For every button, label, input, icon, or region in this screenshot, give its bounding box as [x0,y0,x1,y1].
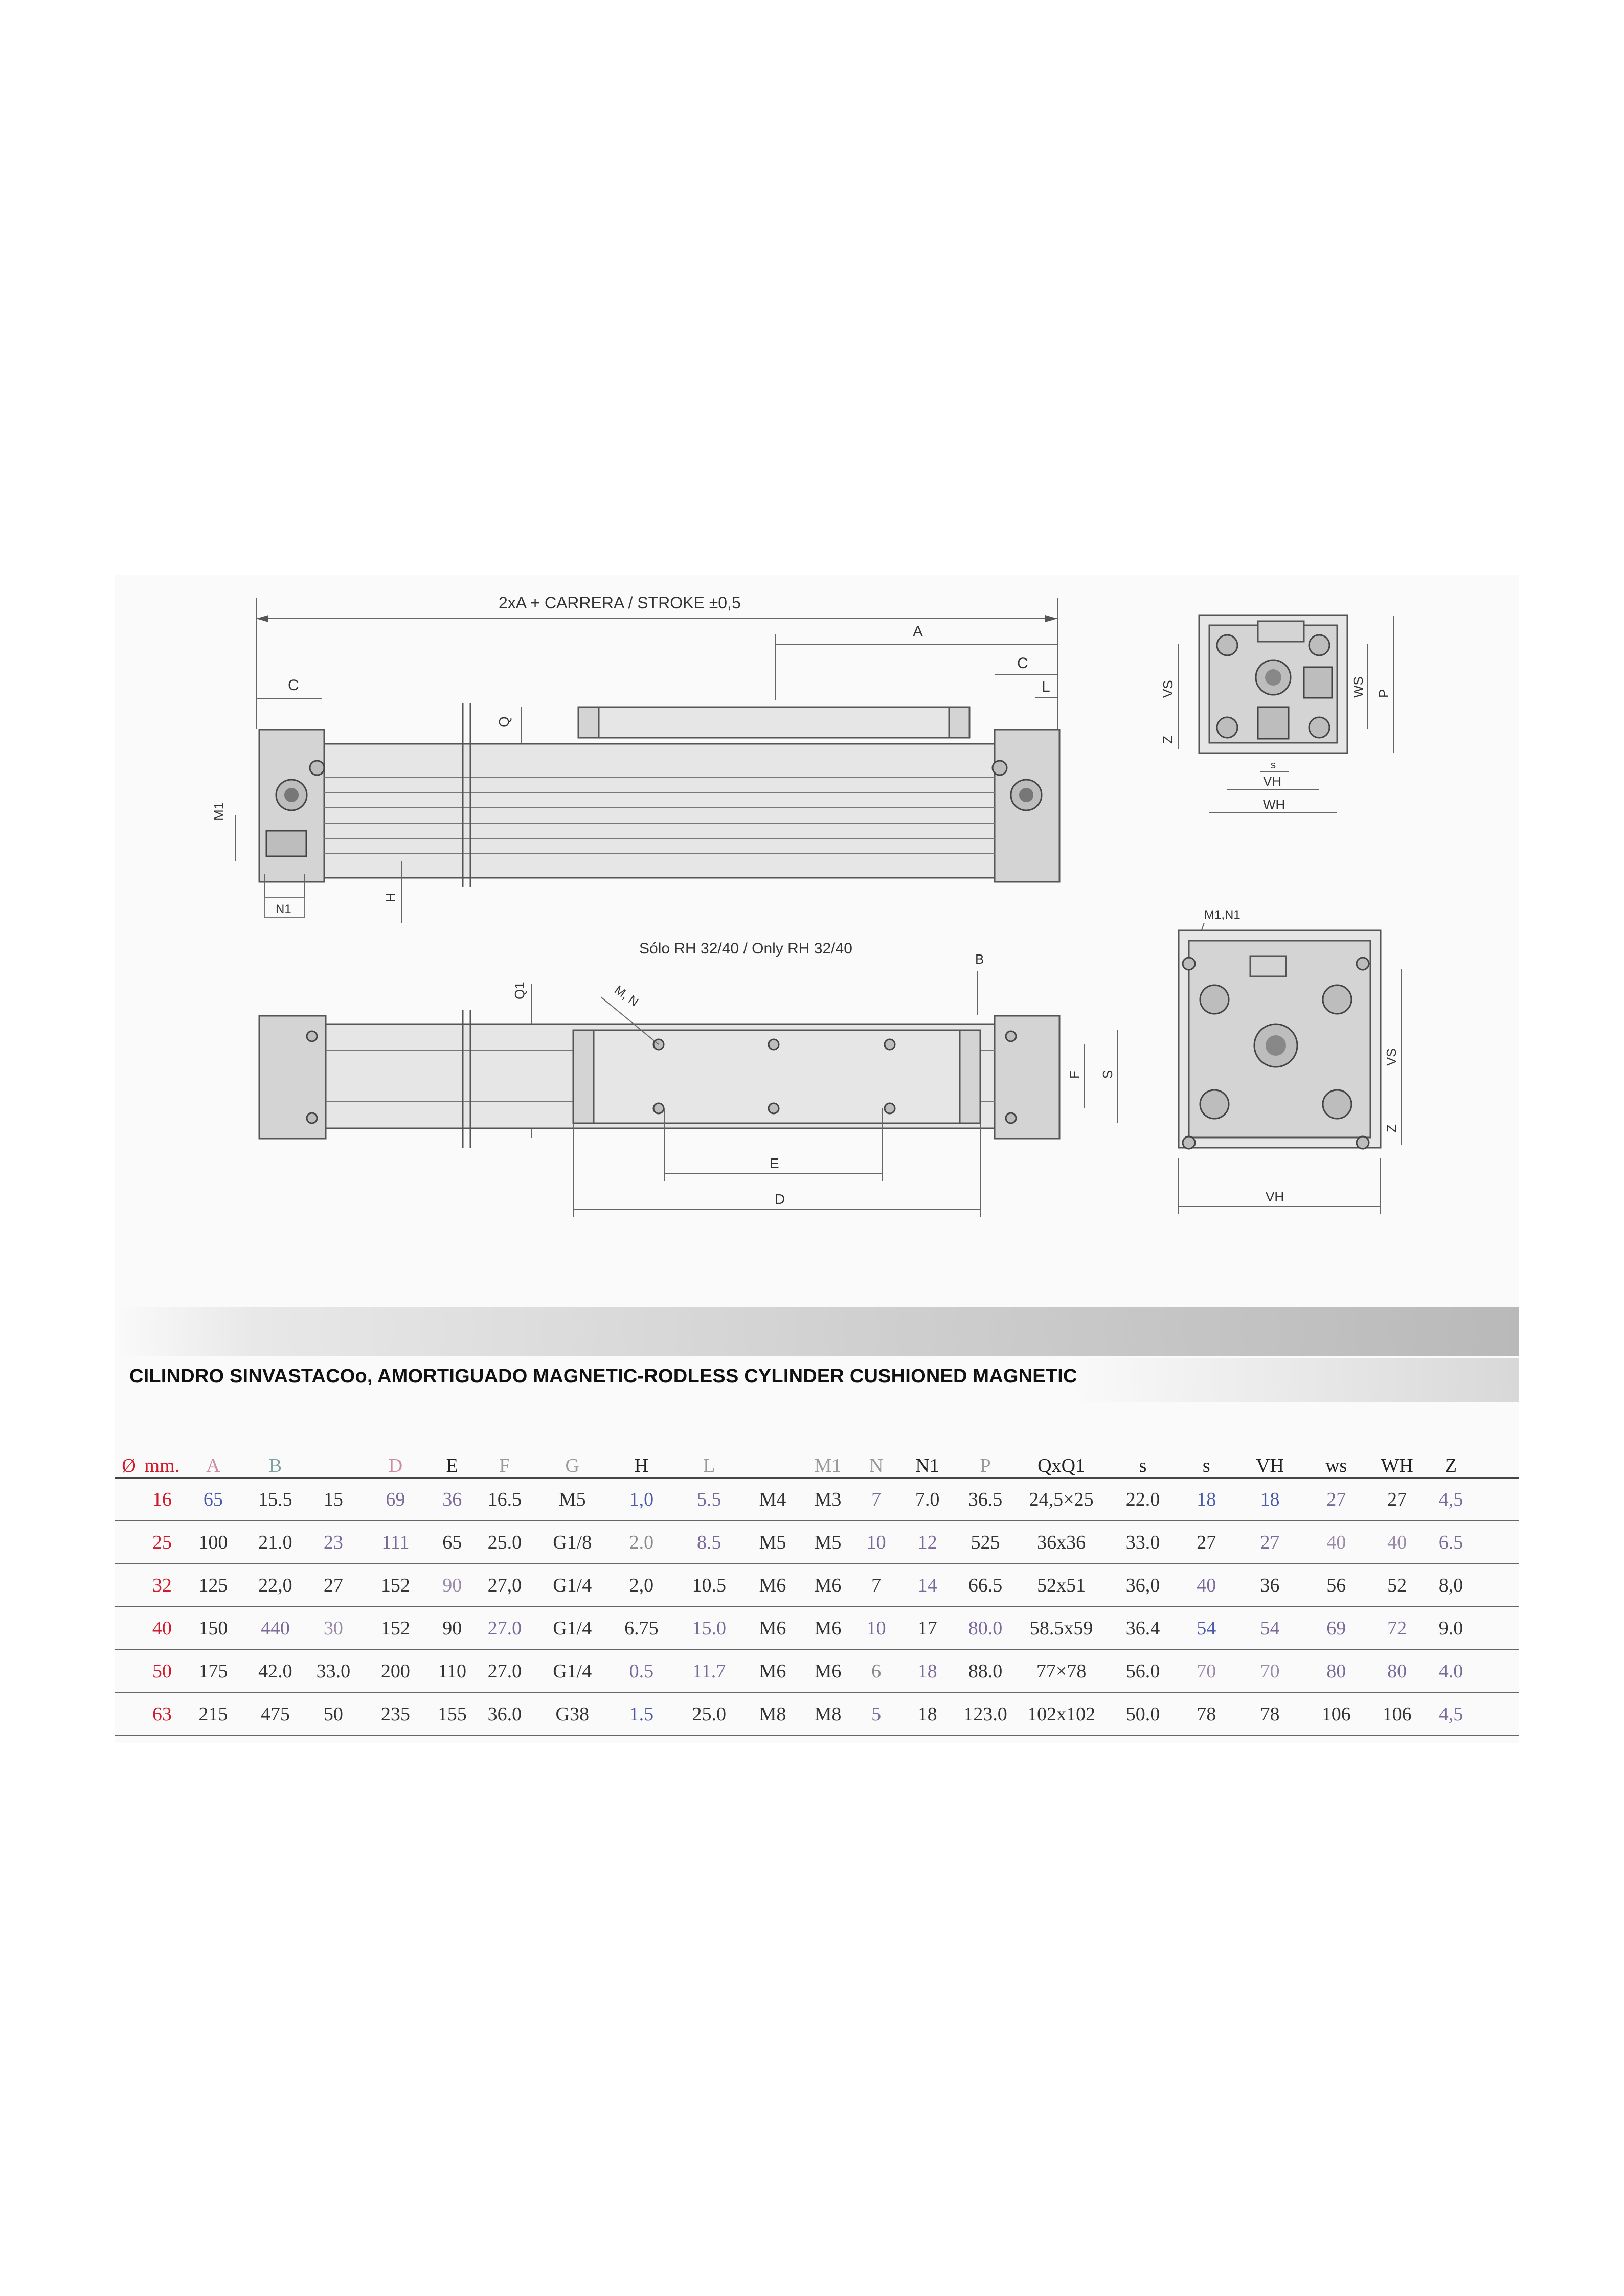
only-rh-label: Sólo RH 32/40 / Only RH 32/40 [639,940,852,957]
table-cell: 440 [245,1607,306,1650]
datasheet [115,575,1519,1743]
table-cell: 27 [1237,1521,1303,1564]
table-cell: 50 [143,1650,182,1693]
table-cell: 27.0 [474,1607,535,1650]
table-cell: 152 [361,1564,430,1607]
col-header: mm. [143,1444,182,1478]
table-cell [115,1521,143,1564]
col-header: A [182,1444,245,1478]
table-cell: G38 [535,1693,610,1736]
table-cell: 25 [143,1521,182,1564]
dim-S: S [1100,1070,1115,1079]
table-cell: 58.5x59 [1013,1607,1110,1650]
table-cell: M5 [800,1521,855,1564]
dim-A: A [913,623,923,640]
table-cell: 150 [182,1607,245,1650]
table-cell: 12 [897,1521,958,1564]
table-cell: 7 [855,1564,897,1607]
table-cell: 36.0 [474,1693,535,1736]
table-cell: 80.0 [958,1607,1013,1650]
table-cell: 10 [855,1521,897,1564]
table-cell: 21.0 [245,1521,306,1564]
dim-Q1: Q1 [512,982,527,999]
table-cell: 66.5 [958,1564,1013,1607]
dim-B: B [975,951,984,967]
col-header: Ø [115,1444,143,1478]
dim-Z-top: Z [1160,736,1176,744]
col-header: s [1110,1444,1176,1478]
table-cell: 36,0 [1110,1564,1176,1607]
table-cell: M6 [745,1607,800,1650]
table-cell: 155 [430,1693,474,1736]
table-cell: 30 [306,1607,361,1650]
col-header: D [361,1444,430,1478]
table-cell: 102x102 [1013,1693,1110,1736]
table-cell: 54 [1176,1607,1237,1650]
table-cell: 111 [361,1521,430,1564]
table-cell: M5 [535,1478,610,1521]
table-cell: 77×78 [1013,1650,1110,1693]
col-header: F [474,1444,535,1478]
dim-F: F [1067,1071,1082,1079]
table-cell: 52x51 [1013,1564,1110,1607]
table-cell [1477,1478,1519,1521]
table-cell: M6 [745,1564,800,1607]
table-cell: 24,5×25 [1013,1478,1110,1521]
col-header: B [245,1444,306,1478]
table-row [115,1564,1519,1607]
table-cell: 80 [1303,1650,1369,1693]
table-cell: 18 [897,1650,958,1693]
col-header: L [673,1444,745,1478]
col-header: M1 [800,1444,855,1478]
table-cell: 1,0 [610,1478,673,1521]
col-header: N [855,1444,897,1478]
table-header-row [115,1444,1519,1478]
table-cell: 16 [143,1478,182,1521]
table-cell: 69 [361,1478,430,1521]
col-header [306,1444,361,1478]
dim-VH-bottom: VH [1266,1189,1284,1204]
dim-VH-top: VH [1263,774,1282,789]
table-cell: 52 [1369,1564,1425,1607]
table-cell: M6 [745,1650,800,1693]
table-cell [115,1564,143,1607]
table-cell: 1.5 [610,1693,673,1736]
table-cell: 32 [143,1564,182,1607]
table-cell: 0.5 [610,1650,673,1693]
dimension-table [115,1444,1519,1736]
table-cell: G1/4 [535,1650,610,1693]
table-cell: 152 [361,1607,430,1650]
table-cell: 25.0 [673,1693,745,1736]
table-row [115,1607,1519,1650]
table-cell: 7 [855,1478,897,1521]
dim-C-right: C [1017,655,1028,672]
table-cell: 200 [361,1650,430,1693]
table-cell: 23 [306,1521,361,1564]
dim-D: D [775,1191,785,1207]
table-cell: 36.5 [958,1478,1013,1521]
col-header: Z [1425,1444,1477,1478]
col-header: VH [1237,1444,1303,1478]
col-header: N1 [897,1444,958,1478]
table-cell: 6.5 [1425,1521,1477,1564]
table-cell: 8.5 [673,1521,745,1564]
dim-N1: N1 [276,902,291,916]
table-cell: 215 [182,1693,245,1736]
table-cell: 90 [430,1607,474,1650]
table-cell: 106 [1303,1693,1369,1736]
table-cell [1477,1650,1519,1693]
col-header: P [958,1444,1013,1478]
dim-s: s [1271,760,1276,771]
dim-M1N1: M1,N1 [1204,908,1240,922]
table-cell: 9.0 [1425,1607,1477,1650]
table-cell: 50 [306,1693,361,1736]
side-view-bottom [259,940,1117,1217]
table-cell: 25.0 [474,1521,535,1564]
dim-VS-top: VS [1160,680,1176,698]
table-cell: 11.7 [673,1650,745,1693]
table-cell: 27,0 [474,1564,535,1607]
table-cell: 14 [897,1564,958,1607]
dim-WS: WS [1350,676,1366,698]
table-cell: 70 [1237,1650,1303,1693]
table-cell: 7.0 [897,1478,958,1521]
col-header: G [535,1444,610,1478]
table-cell: 5.5 [673,1478,745,1521]
dim-Z-bottom: Z [1384,1124,1399,1132]
table-cell: 72 [1369,1607,1425,1650]
table-cell: 65 [182,1478,245,1521]
table-title: CILINDRO SINVASTACOo, AMORTIGUADO MAGNETIC-RODLESS CYLINDER CUSHIONED MAGNETIC [129,1366,1077,1387]
col-header: s [1176,1444,1237,1478]
table-cell: 36x36 [1013,1521,1110,1564]
table-cell: 17 [897,1607,958,1650]
table-cell: 100 [182,1521,245,1564]
col-header [1477,1444,1519,1478]
table-cell [1477,1564,1519,1607]
table-cell: 54 [1237,1607,1303,1650]
table-cell: 4,5 [1425,1478,1477,1521]
table-cell: 18 [1237,1478,1303,1521]
dim-MN: M, N [612,983,641,1009]
table-cell: 50.0 [1110,1693,1176,1736]
table-cell: 90 [430,1564,474,1607]
table-cell: M3 [800,1478,855,1521]
col-header: WH [1369,1444,1425,1478]
table-cell: 65 [430,1521,474,1564]
table-cell: M8 [745,1693,800,1736]
table-cell: 525 [958,1521,1013,1564]
dim-L: L [1042,678,1050,695]
table-cell: G1/4 [535,1607,610,1650]
table-cell: 78 [1237,1693,1303,1736]
table-cell: 27.0 [474,1650,535,1693]
table-cell [1477,1521,1519,1564]
table-cell: 56 [1303,1564,1369,1607]
table-cell: 2.0 [610,1521,673,1564]
table-cell: M5 [745,1521,800,1564]
end-view-bottom [1179,908,1401,1214]
dim-H: H [383,893,398,902]
table-cell: 22.0 [1110,1478,1176,1521]
table-cell: M6 [800,1650,855,1693]
table-cell: 123.0 [958,1693,1013,1736]
table-cell [115,1650,143,1693]
table-cell: 69 [1303,1607,1369,1650]
dim-VS-bottom: VS [1384,1048,1399,1066]
col-header: H [610,1444,673,1478]
table-cell: M4 [745,1478,800,1521]
table-cell: 5 [855,1693,897,1736]
table-cell: 27 [1176,1521,1237,1564]
table-cell: 22,0 [245,1564,306,1607]
table-cell: 6.75 [610,1607,673,1650]
table-cell: 18 [1176,1478,1237,1521]
table-row [115,1521,1519,1564]
end-view-top [1160,615,1393,813]
table-cell: 125 [182,1564,245,1607]
table-cell [115,1693,143,1736]
table-cell: 78 [1176,1693,1237,1736]
dim-M1: M1 [211,802,227,821]
table-cell: M6 [800,1607,855,1650]
table-cell: 27 [1369,1478,1425,1521]
table-cell: 27 [1303,1478,1369,1521]
table-cell: 4.0 [1425,1650,1477,1693]
table-cell: 4,5 [1425,1693,1477,1736]
table-cell: 80 [1369,1650,1425,1693]
table-cell: 10 [855,1607,897,1650]
table-cell [1477,1693,1519,1736]
table-cell: 40 [1369,1521,1425,1564]
table-cell: 16.5 [474,1478,535,1521]
table-cell: 36 [1237,1564,1303,1607]
stroke-dimension-label: 2xA + CARRERA / STROKE ±0,5 [499,594,741,612]
table-cell [1477,1607,1519,1650]
side-view-top [211,594,1059,923]
dim-WH: WH [1263,797,1285,812]
table-cell: 15.0 [673,1607,745,1650]
dim-E: E [770,1155,779,1171]
table-cell: G1/4 [535,1564,610,1607]
table-cell: 18 [897,1693,958,1736]
table-cell: M6 [800,1564,855,1607]
table-cell: 70 [1176,1650,1237,1693]
table-cell: 110 [430,1650,474,1693]
table-cell: 27 [306,1564,361,1607]
table-cell: G1/8 [535,1521,610,1564]
table-row [115,1650,1519,1693]
col-header [745,1444,800,1478]
table-cell: 475 [245,1693,306,1736]
table-cell: 2,0 [610,1564,673,1607]
table-cell: 175 [182,1650,245,1693]
table-cell: 33.0 [306,1650,361,1693]
table-cell: 40 [1176,1564,1237,1607]
col-header: ws [1303,1444,1369,1478]
table-cell: 36.4 [1110,1607,1176,1650]
table-cell: 33.0 [1110,1521,1176,1564]
table-cell: 56.0 [1110,1650,1176,1693]
gray-banner [115,1307,1519,1356]
dim-P: P [1376,689,1391,698]
table-cell: 6 [855,1650,897,1693]
dim-C-left: C [288,677,299,694]
table-cell: 8,0 [1425,1564,1477,1607]
table-row [115,1693,1519,1736]
table-row [115,1478,1519,1521]
table-cell: 10.5 [673,1564,745,1607]
col-header: E [430,1444,474,1478]
table-cell: 42.0 [245,1650,306,1693]
table-cell [115,1607,143,1650]
dimension-table-wrap [115,1444,1519,1736]
table-cell: 235 [361,1693,430,1736]
table-cell [115,1478,143,1521]
col-header: QxQ1 [1013,1444,1110,1478]
table-cell: 63 [143,1693,182,1736]
table-cell: 40 [143,1607,182,1650]
table-cell: M8 [800,1693,855,1736]
table-cell: 15 [306,1478,361,1521]
table-cell: 106 [1369,1693,1425,1736]
table-cell: 15.5 [245,1478,306,1521]
table-cell: 88.0 [958,1650,1013,1693]
table-cell: 36 [430,1478,474,1521]
dim-Q: Q [496,716,512,728]
technical-drawing [115,575,1519,1301]
table-cell: 40 [1303,1521,1369,1564]
